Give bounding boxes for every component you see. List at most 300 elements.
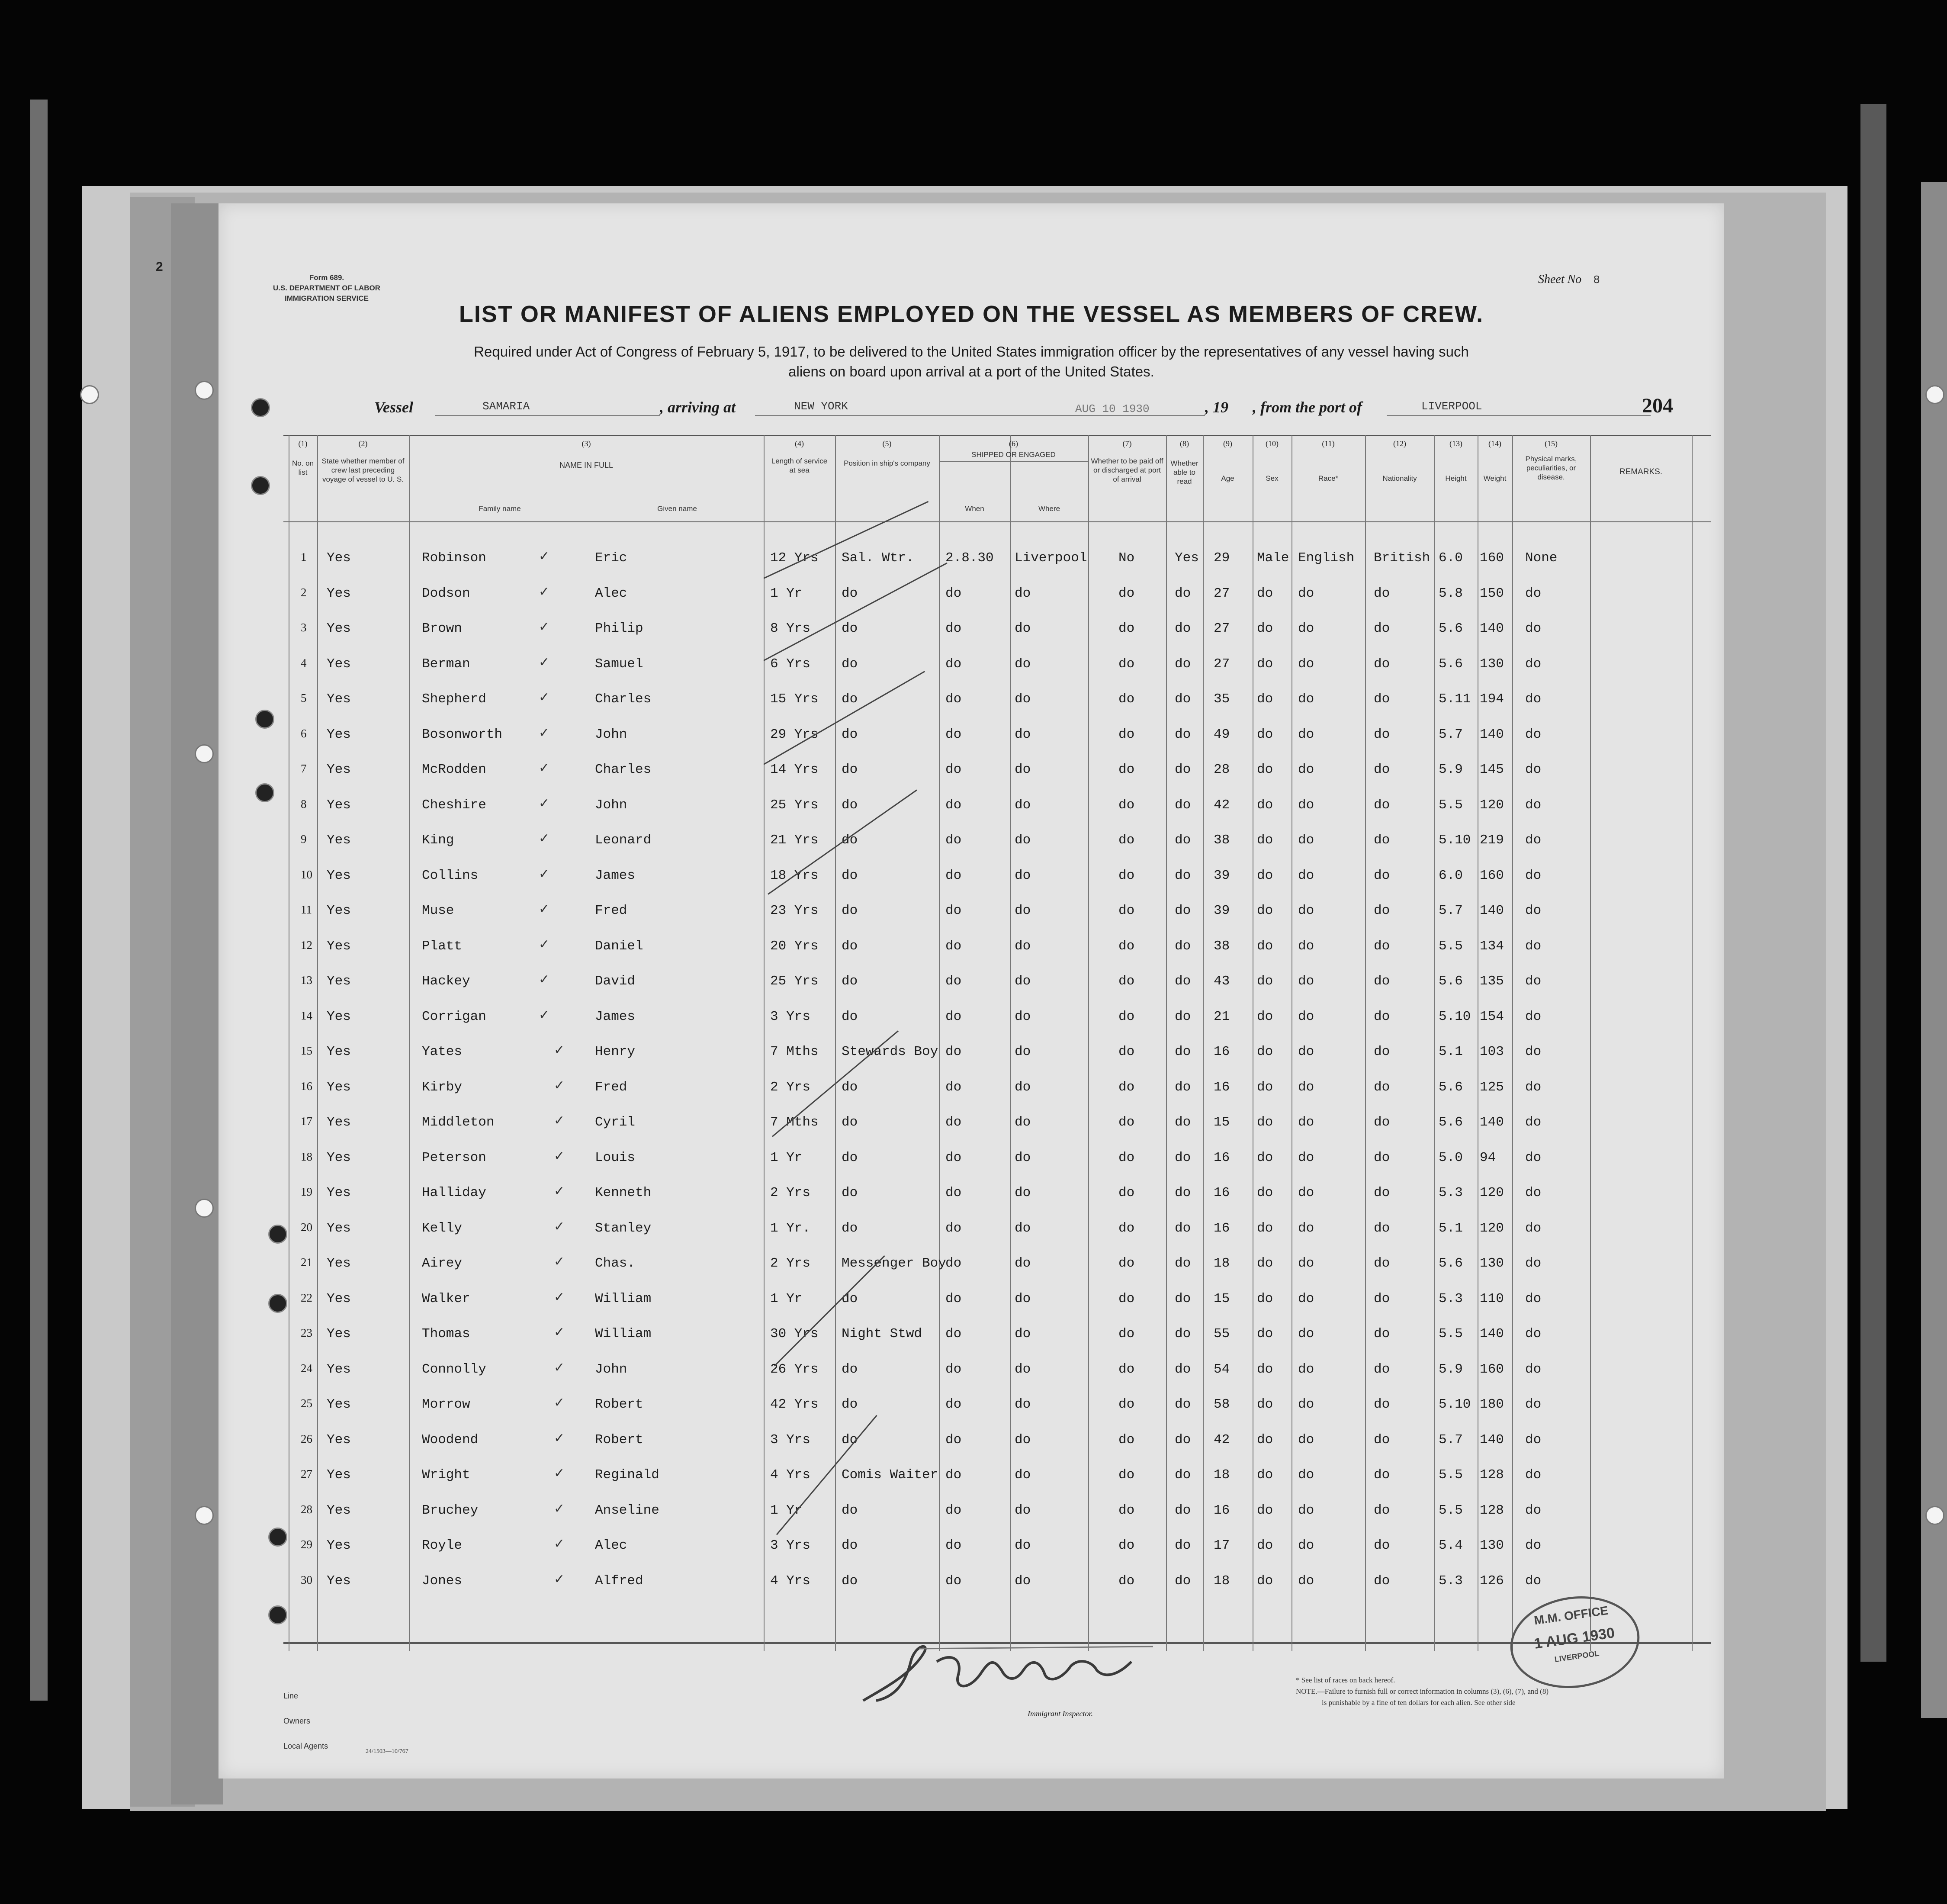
- age: 27: [1214, 621, 1230, 636]
- crew-status: Yes: [327, 585, 351, 601]
- physical-marks: do: [1525, 938, 1542, 954]
- paid-off: No: [1118, 550, 1135, 566]
- check-mark-icon: ✓: [554, 1078, 565, 1093]
- shipped-when: do: [945, 1502, 962, 1518]
- table-row: [283, 1282, 1711, 1316]
- position: do: [842, 1079, 858, 1095]
- paid-off: do: [1118, 974, 1135, 989]
- paid-off: do: [1118, 585, 1135, 601]
- family-name: Morrow: [422, 1397, 470, 1412]
- shipped-where: do: [1015, 1538, 1031, 1553]
- given-name: Philip: [595, 621, 643, 636]
- service-length: 1 Yr.: [770, 1220, 811, 1236]
- check-mark-icon: ✓: [539, 831, 550, 846]
- family-name: Corrigan: [422, 1009, 486, 1024]
- physical-marks: do: [1525, 1220, 1542, 1236]
- shipped-where: do: [1015, 585, 1031, 601]
- given-name: William: [595, 1291, 652, 1306]
- nationality: do: [1374, 1150, 1390, 1165]
- list-number: 16: [301, 1079, 312, 1093]
- position: do: [842, 1502, 858, 1518]
- list-number: 18: [301, 1150, 312, 1163]
- binder-hole: [195, 1506, 214, 1525]
- position: Messenger Boy: [842, 1256, 946, 1271]
- race: do: [1298, 1115, 1314, 1130]
- weight: 194: [1480, 691, 1504, 707]
- able-to-read: do: [1175, 903, 1191, 918]
- position: do: [842, 1220, 858, 1236]
- shipped-where: do: [1015, 1185, 1031, 1200]
- race: do: [1298, 868, 1314, 883]
- crew-status: Yes: [327, 1397, 351, 1412]
- manifest-table: [283, 435, 1711, 1647]
- col-head-read: Whether able to read: [1170, 459, 1198, 486]
- able-to-read: do: [1175, 1467, 1191, 1483]
- height: 5.3: [1439, 1185, 1463, 1200]
- note-penalty-cont: is punishable by a fine of ten dollars for each alien. See other side: [1322, 1698, 1516, 1707]
- sex: do: [1257, 1044, 1273, 1059]
- physical-marks: do: [1525, 1326, 1542, 1341]
- sex: do: [1257, 1538, 1273, 1553]
- crew-status: Yes: [327, 691, 351, 707]
- paid-off: do: [1118, 868, 1135, 883]
- service-length: 1 Yr: [770, 1502, 803, 1518]
- race: do: [1298, 1044, 1314, 1059]
- race: do: [1298, 1185, 1314, 1200]
- position: do: [842, 1397, 858, 1412]
- crew-status: Yes: [327, 938, 351, 954]
- service-length: 26 Yrs: [770, 1361, 819, 1377]
- table-row: [283, 1000, 1711, 1034]
- able-to-read: do: [1175, 1079, 1191, 1095]
- inspector-signature: [850, 1636, 1162, 1709]
- film-left-edge: [30, 100, 48, 1701]
- weight: 140: [1480, 727, 1504, 742]
- shipped-where: do: [1015, 1009, 1031, 1024]
- family-name: Woodend: [422, 1432, 479, 1447]
- paid-off: do: [1118, 762, 1135, 777]
- weight: 120: [1480, 1220, 1504, 1236]
- race: do: [1298, 727, 1314, 742]
- shipped-when: do: [945, 691, 962, 707]
- shipped-where: do: [1015, 1150, 1031, 1165]
- list-number: 9: [301, 833, 307, 846]
- list-number: 12: [301, 938, 312, 952]
- vessel-value: SAMARIA: [482, 400, 530, 413]
- shipped-when: do: [945, 1079, 962, 1095]
- age: 17: [1214, 1538, 1230, 1553]
- weight: 110: [1480, 1291, 1504, 1306]
- shipped-where: do: [1015, 797, 1031, 813]
- list-number: 5: [301, 691, 307, 704]
- table-row: [283, 1141, 1711, 1175]
- sex: do: [1257, 1467, 1273, 1483]
- shipped-where: do: [1015, 621, 1031, 636]
- col-head-crew: State whether member of crew last preceding voyage of vessel to U. S.: [321, 457, 405, 483]
- paid-off: do: [1118, 833, 1135, 848]
- adjacent-page-edge: [1921, 182, 1947, 1718]
- weight: 125: [1480, 1079, 1504, 1095]
- list-number: 14: [301, 1009, 312, 1022]
- crew-status: Yes: [327, 550, 351, 566]
- list-number: 3: [301, 621, 307, 634]
- position: Comis Waiter: [842, 1467, 938, 1483]
- list-number: 20: [301, 1220, 312, 1234]
- given-name: Alec: [595, 1538, 627, 1553]
- col-head-weight: Weight: [1483, 474, 1507, 482]
- col-head-where: Where: [1038, 505, 1060, 513]
- given-name: Alfred: [595, 1573, 643, 1589]
- family-name: Walker: [422, 1291, 470, 1306]
- able-to-read: do: [1175, 1115, 1191, 1130]
- weight: 120: [1480, 1185, 1504, 1200]
- shipped-subrule: [939, 461, 1088, 462]
- height: 6.0: [1439, 550, 1463, 566]
- sex: do: [1257, 656, 1273, 672]
- crew-status: Yes: [327, 1291, 351, 1306]
- race: do: [1298, 621, 1314, 636]
- col-num: (9): [1223, 439, 1232, 448]
- shipped-where: do: [1015, 1432, 1031, 1447]
- sex: do: [1257, 833, 1273, 848]
- table-row: [283, 1528, 1711, 1563]
- list-number: 30: [301, 1573, 312, 1586]
- age: 54: [1214, 1361, 1230, 1377]
- weight: 130: [1480, 1538, 1504, 1553]
- page-title: LIST OR MANIFEST OF ALIENS EMPLOYED ON THE VESSEL AS MEMBERS OF CREW.: [459, 301, 1484, 327]
- race: do: [1298, 1220, 1314, 1236]
- age: 39: [1214, 868, 1230, 883]
- race: do: [1298, 1256, 1314, 1271]
- service-name: IMMIGRATION SERVICE: [285, 294, 369, 302]
- given-name: Louis: [595, 1150, 636, 1165]
- sheet-number: [1538, 273, 1600, 286]
- table-row: [283, 823, 1711, 858]
- position: do: [842, 1150, 858, 1165]
- list-number: 11: [301, 903, 312, 916]
- list-number: 10: [301, 868, 312, 881]
- weight: 103: [1480, 1044, 1504, 1059]
- height: 5.6: [1439, 656, 1463, 672]
- able-to-read: do: [1175, 1009, 1191, 1024]
- family-name: Wright: [422, 1467, 470, 1483]
- table-row: [283, 859, 1711, 893]
- paid-off: do: [1118, 1220, 1135, 1236]
- sheet-label: Sheet No: [1538, 273, 1582, 286]
- weight: 130: [1480, 656, 1504, 672]
- check-mark-icon: ✓: [539, 584, 550, 599]
- shipped-where: do: [1015, 833, 1031, 848]
- list-number: 28: [301, 1502, 312, 1516]
- physical-marks: do: [1525, 1573, 1542, 1589]
- race: do: [1298, 1573, 1314, 1589]
- list-number: 7: [301, 762, 307, 775]
- weight: 130: [1480, 1256, 1504, 1271]
- family-name: Muse: [422, 903, 454, 918]
- check-mark-icon: ✓: [554, 1184, 565, 1198]
- shipped-when: do: [945, 903, 962, 918]
- position: do: [842, 656, 858, 672]
- check-mark-icon: ✓: [539, 937, 550, 952]
- sex: do: [1257, 1502, 1273, 1518]
- weight: 126: [1480, 1573, 1504, 1589]
- col-num: (11): [1322, 439, 1335, 448]
- shipped-when: do: [945, 727, 962, 742]
- check-mark-icon: ✓: [539, 902, 550, 916]
- sex: do: [1257, 1220, 1273, 1236]
- shipped-when: do: [945, 974, 962, 989]
- physical-marks: do: [1525, 762, 1542, 777]
- height: 5.6: [1439, 1115, 1463, 1130]
- table-row: [283, 647, 1711, 682]
- paid-off: do: [1118, 1291, 1135, 1306]
- shipped-where: do: [1015, 974, 1031, 989]
- table-row: [283, 1458, 1711, 1492]
- table-row: [283, 576, 1711, 611]
- weight: 154: [1480, 1009, 1504, 1024]
- shipped-where: do: [1015, 1361, 1031, 1377]
- able-to-read: do: [1175, 656, 1191, 672]
- page-number: 204: [1642, 394, 1673, 417]
- line-label: Line: [283, 1692, 299, 1700]
- paid-off: do: [1118, 1432, 1135, 1447]
- height: 5.7: [1439, 1432, 1463, 1447]
- col-num: (12): [1393, 439, 1406, 448]
- table-row: [283, 753, 1711, 787]
- shipped-where: do: [1015, 1079, 1031, 1095]
- race: do: [1298, 1397, 1314, 1412]
- physical-marks: do: [1525, 1115, 1542, 1130]
- race: do: [1298, 797, 1314, 813]
- agents-label: Local Agents: [283, 1742, 328, 1750]
- col-num: (10): [1266, 439, 1279, 448]
- age: 39: [1214, 903, 1230, 918]
- shipped-when: do: [945, 1361, 962, 1377]
- col-num: (6): [1009, 439, 1018, 448]
- sex: do: [1257, 585, 1273, 601]
- vessel-label: Vessel: [374, 399, 413, 416]
- nationality: do: [1374, 1326, 1390, 1341]
- given-name: David: [595, 974, 636, 989]
- list-number: 2: [301, 585, 307, 599]
- given-name: John: [595, 727, 627, 742]
- crew-status: Yes: [327, 903, 351, 918]
- sex: do: [1257, 691, 1273, 707]
- physical-marks: do: [1525, 1044, 1542, 1059]
- vessel-underline: [435, 398, 660, 416]
- given-name: Anseline: [595, 1502, 659, 1518]
- table-row: [283, 788, 1711, 823]
- age: 38: [1214, 938, 1230, 954]
- list-number: 4: [301, 656, 307, 669]
- paid-off: do: [1118, 1397, 1135, 1412]
- shipped-when: do: [945, 797, 962, 813]
- crew-status: Yes: [327, 833, 351, 848]
- col-head-service: Length of service at sea: [771, 457, 828, 474]
- subtitle-line-2: aliens on board upon arrival at a port of the United States.: [788, 363, 1154, 380]
- able-to-read: do: [1175, 1538, 1191, 1553]
- height: 5.10: [1439, 833, 1471, 848]
- from-value: LIVERPOOL: [1421, 400, 1482, 413]
- physical-marks: do: [1525, 691, 1542, 707]
- check-mark-icon: ✓: [539, 761, 550, 775]
- nationality: do: [1374, 833, 1390, 848]
- list-number: 29: [301, 1538, 312, 1551]
- margin-tab-number: 2: [156, 260, 163, 274]
- height: 5.7: [1439, 727, 1463, 742]
- paid-off: do: [1118, 1115, 1135, 1130]
- nationality: do: [1374, 1538, 1390, 1553]
- height: 5.9: [1439, 762, 1463, 777]
- shipped-where: do: [1015, 868, 1031, 883]
- service-length: 12 Yrs: [770, 550, 819, 566]
- family-name: McRodden: [422, 762, 486, 777]
- table-row: [283, 1070, 1711, 1105]
- service-length: 25 Yrs: [770, 797, 819, 813]
- position: do: [842, 727, 858, 742]
- family-name: Royle: [422, 1538, 463, 1553]
- race: do: [1298, 656, 1314, 672]
- given-name: Robert: [595, 1432, 643, 1447]
- shipped-when: do: [945, 1291, 962, 1306]
- paid-off: do: [1118, 1079, 1135, 1095]
- family-name: Halliday: [422, 1185, 486, 1200]
- list-number: 8: [301, 797, 307, 810]
- height: 5.1: [1439, 1044, 1463, 1059]
- age: 42: [1214, 797, 1230, 813]
- check-mark-icon: ✓: [554, 1148, 565, 1163]
- shipped-when: do: [945, 762, 962, 777]
- crew-status: Yes: [327, 1150, 351, 1165]
- paid-off: do: [1118, 1467, 1135, 1483]
- service-length: 4 Yrs: [770, 1573, 811, 1589]
- shipped-when: do: [945, 1185, 962, 1200]
- height: 5.11: [1439, 691, 1471, 707]
- shipped-when: do: [945, 868, 962, 883]
- family-name: Peterson: [422, 1150, 486, 1165]
- table-row: [283, 717, 1711, 752]
- race: do: [1298, 585, 1314, 601]
- col-head-remarks: REMARKS.: [1619, 467, 1663, 476]
- race: do: [1298, 938, 1314, 954]
- crew-status: Yes: [327, 1256, 351, 1271]
- check-mark-icon: ✓: [539, 655, 550, 669]
- crew-status: Yes: [327, 1502, 351, 1518]
- shipped-where: do: [1015, 1291, 1031, 1306]
- header-bottom-rule: [283, 521, 1711, 522]
- age: 16: [1214, 1220, 1230, 1236]
- paid-off: do: [1118, 656, 1135, 672]
- race: do: [1298, 762, 1314, 777]
- sex: do: [1257, 1079, 1273, 1095]
- family-name: Dodson: [422, 585, 470, 601]
- service-length: 1 Yr: [770, 1150, 803, 1165]
- binder-hole: [1925, 385, 1944, 404]
- position: do: [842, 903, 858, 918]
- physical-marks: do: [1525, 621, 1542, 636]
- list-number: 17: [301, 1115, 312, 1128]
- check-mark-icon: ✓: [554, 1572, 565, 1586]
- family-name: Yates: [422, 1044, 463, 1059]
- col-num: (7): [1122, 439, 1132, 448]
- shipped-when: do: [945, 1009, 962, 1024]
- age: 38: [1214, 833, 1230, 848]
- given-name: John: [595, 1361, 627, 1377]
- table-row: [283, 1035, 1711, 1069]
- weight: 140: [1480, 1115, 1504, 1130]
- shipped-where: do: [1015, 938, 1031, 954]
- crew-status: Yes: [327, 1361, 351, 1377]
- age: 55: [1214, 1326, 1230, 1341]
- col-head-height: Height: [1445, 474, 1467, 482]
- weight: 145: [1480, 762, 1504, 777]
- nationality: do: [1374, 1291, 1390, 1306]
- year-label: , 19: [1205, 399, 1228, 416]
- check-mark-icon: ✓: [539, 620, 550, 634]
- crew-status: Yes: [327, 1185, 351, 1200]
- family-name: Bruchey: [422, 1502, 479, 1518]
- position: do: [842, 691, 858, 707]
- list-number: 13: [301, 974, 312, 987]
- service-length: 21 Yrs: [770, 833, 819, 848]
- service-length: 23 Yrs: [770, 903, 819, 918]
- service-length: 8 Yrs: [770, 621, 811, 636]
- shipped-where: do: [1015, 1326, 1031, 1341]
- weight: 160: [1480, 868, 1504, 883]
- physical-marks: do: [1525, 868, 1542, 883]
- service-length: 7 Mths: [770, 1044, 819, 1059]
- able-to-read: do: [1175, 1326, 1191, 1341]
- height: 5.6: [1439, 621, 1463, 636]
- sex: do: [1257, 1150, 1273, 1165]
- physical-marks: do: [1525, 1009, 1542, 1024]
- position: do: [842, 797, 858, 813]
- footer-labels: [283, 1683, 328, 1759]
- col-head-name: NAME IN FULL: [559, 461, 614, 470]
- paid-off: do: [1118, 727, 1135, 742]
- race: do: [1298, 1326, 1314, 1341]
- able-to-read: do: [1175, 868, 1191, 883]
- given-name: Samuel: [595, 656, 643, 672]
- shipped-when: do: [945, 1256, 962, 1271]
- binder-hole: [1925, 1506, 1944, 1525]
- age: 15: [1214, 1115, 1230, 1130]
- position: do: [842, 1115, 858, 1130]
- shipped-when: do: [945, 1432, 962, 1447]
- shipped-where: Liverpool: [1015, 550, 1087, 566]
- family-name: Connolly: [422, 1361, 486, 1377]
- physical-marks: do: [1525, 1467, 1542, 1483]
- given-name: Cyril: [595, 1115, 636, 1130]
- crew-status: Yes: [327, 621, 351, 636]
- family-name: Robinson: [422, 550, 486, 566]
- arriving-label: , arriving at: [660, 399, 736, 416]
- able-to-read: do: [1175, 1185, 1191, 1200]
- table-row: [283, 1564, 1711, 1598]
- family-name: Shepherd: [422, 691, 486, 707]
- able-to-read: do: [1175, 974, 1191, 989]
- height: 5.4: [1439, 1538, 1463, 1553]
- weight: 135: [1480, 974, 1504, 989]
- physical-marks: do: [1525, 903, 1542, 918]
- nationality: do: [1374, 1044, 1390, 1059]
- col-head-family: Family name: [479, 505, 521, 513]
- binder-hole: [80, 385, 99, 404]
- weight: 140: [1480, 621, 1504, 636]
- list-number: 21: [301, 1256, 312, 1269]
- physical-marks: do: [1525, 797, 1542, 813]
- position: do: [842, 974, 858, 989]
